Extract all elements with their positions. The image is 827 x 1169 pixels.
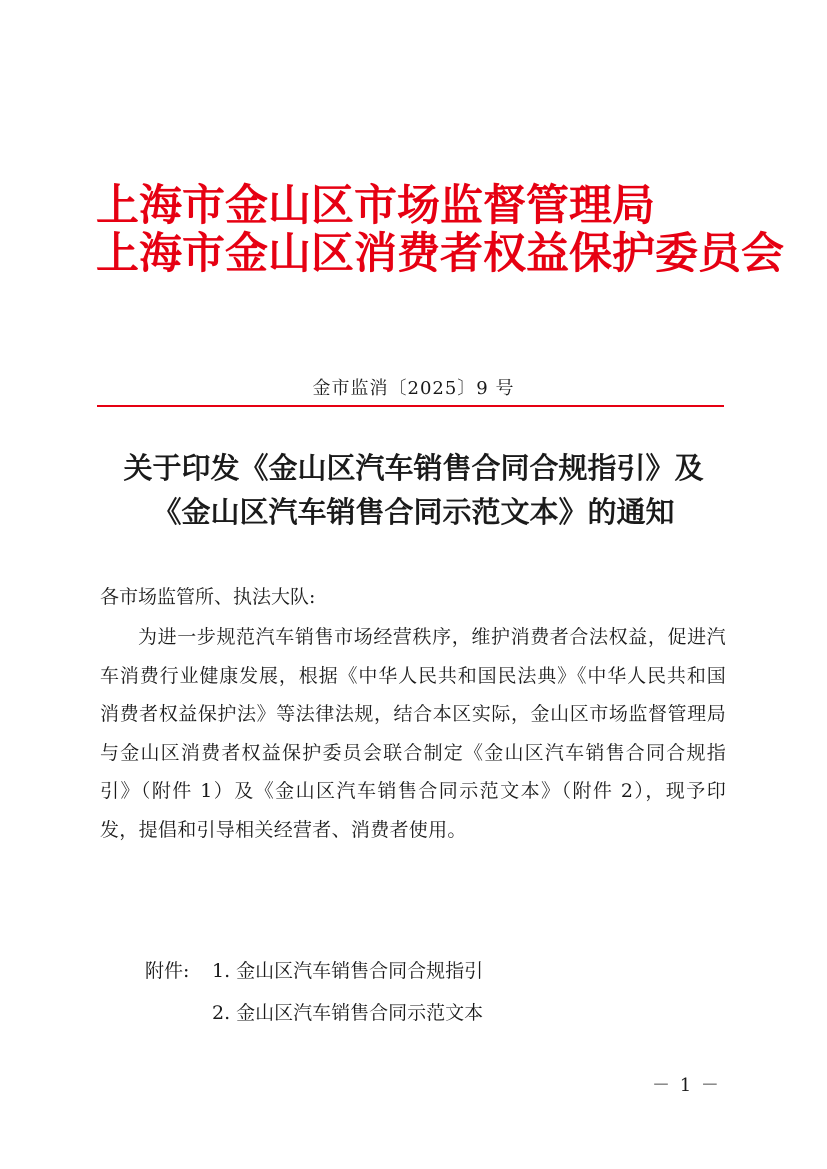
issuer-name-consumer-council: 上海市金山区消费者权益保护委员会 — [96, 229, 784, 279]
salutation: 各市场监管所、执法大队: — [100, 586, 316, 608]
attachments-label: 附件: — [145, 960, 190, 982]
page-number: － 1 － — [652, 1075, 721, 1096]
issuer-name-market-supervision: 上海市金山区市场监督管理局 — [96, 181, 655, 231]
red-separator-line — [97, 405, 724, 407]
attachment-item-2: 2. 金山区汽车销售合同示范文本 — [212, 1002, 484, 1024]
document-number: 金市监消〔2025〕9 号 — [312, 378, 515, 399]
body-paragraph: 为进一步规范汽车销售市场经营秩序，维护消费者合法权益，促进汽车消费行业健康发展，根据《中华人民共和国民法典》《中华人民共和国消费者权益保护法》等法律法规，结合本区实际，金山区市场监督管理局与金山区消费者权益保护委员会联合制定《金山区汽车销售合同合规指引》（附件 1）及《金山区汽车销售合同示范文本》（附件 2），现予印发，提倡和引导相关经营者、消费者使用。 — [100, 626, 726, 841]
notice-title-line-2: 《金山区汽车销售合同示范文本》的通知 — [152, 495, 675, 529]
attachment-item-1: 1. 金山区汽车销售合同合规指引 — [212, 960, 484, 982]
notice-title-line-1: 关于印发《金山区汽车销售合同合规指引》及 — [123, 451, 704, 485]
